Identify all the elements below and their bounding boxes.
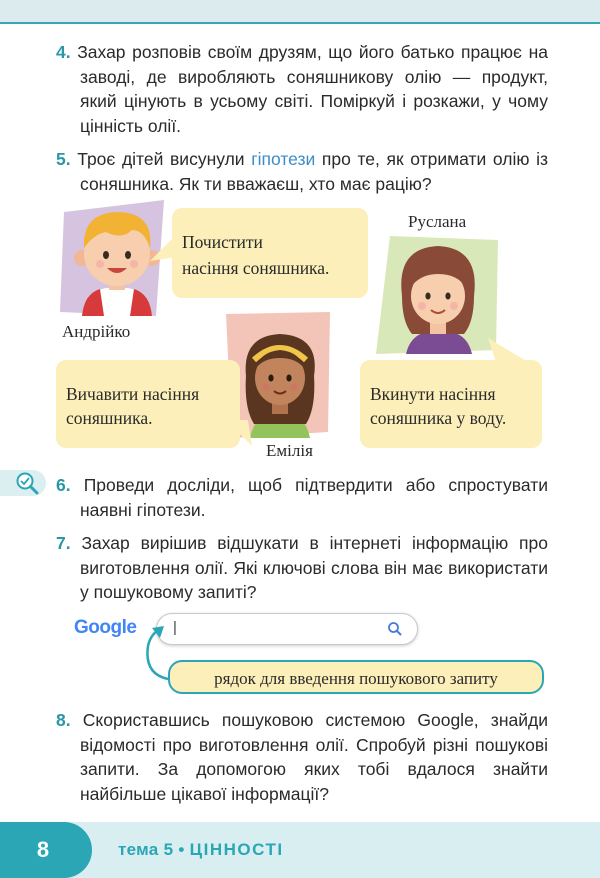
task-4 [56, 40, 548, 138]
task-8-number: 8. [56, 710, 71, 730]
andriiko-name: Андрійко [62, 322, 131, 341]
emiliia-speech-line-1: Вичавити насіння [66, 384, 200, 404]
research-marker [0, 470, 46, 496]
search-callout-label: рядок для введення пошукового запиту [168, 660, 544, 694]
task-8-text: Скориставшись пошуковою системою Google, знайди відомості про виготовлення олії. Спробуй різні пошукові запити. За допомогою яких тобі вдалося знайти найбільше цікавої інформації? [80, 710, 548, 804]
top-band [0, 0, 600, 22]
task-5-number: 5. [56, 149, 71, 169]
ruslana-portrait [376, 236, 500, 354]
andriiko-speech-line-1: Почистити [182, 232, 263, 252]
task-7-number: 7. [56, 533, 71, 553]
magnifier-icon [12, 470, 46, 496]
google-logo: Google [74, 617, 137, 638]
emiliia-speech-bubble [56, 360, 240, 448]
search-input[interactable] [156, 613, 418, 645]
hypothesis-term-link[interactable]: гіпотези [251, 149, 316, 169]
task-6-text: Проведи досліди, щоб підтвердити або спростувати наявні гіпотези. [80, 475, 548, 520]
andriiko-speech-bubble [172, 208, 368, 298]
footer-section: ЦІННОСТІ [189, 840, 284, 859]
search-icon[interactable] [387, 621, 403, 637]
task-7-text: Захар вирішив відшукати в інтернеті інформацію про виготовлення олії. Які ключові слова він має використати у пошуковому запиті? [80, 533, 548, 602]
task-7 [56, 531, 548, 605]
emiliia-name: Емілія [266, 441, 313, 460]
ruslana-speech-line-1: Вкинути насіння [370, 384, 496, 404]
task-5-text-after: про те, як отримати олію із соняшника. Як ти вважаєш, хто має рацію? [80, 149, 549, 194]
emiliia-speech-line-2: соняшника. [66, 408, 153, 428]
task-4-number: 4. [56, 42, 71, 62]
ruslana-speech-line-2: соняшника у воду. [370, 408, 507, 428]
task-6-number: 6. [56, 475, 71, 495]
task-8 [56, 708, 548, 806]
page-footer [0, 822, 600, 878]
footer-topic [118, 840, 284, 860]
task-5-text-before: Троє дітей висунули [77, 149, 252, 169]
footer-topic-label: тема 5 [118, 840, 174, 859]
andriiko-speech-line-2: насіння соняшника. [182, 258, 330, 278]
ruslana-speech-bubble [360, 360, 542, 448]
footer-separator: • [178, 840, 185, 859]
page-number: 8 [36, 837, 50, 862]
ruslana-name: Руслана [408, 212, 467, 231]
task-6 [56, 473, 548, 522]
search-caret: | [173, 619, 177, 636]
task-4-text: Захар розповів своїм друзям, що його батько працює на заводі, де виробляють соняшникову олію — продукт, який цінують в усьому світі. Поміркуй і розкажи, у чому цінність олії. [77, 42, 548, 136]
task-5 [56, 147, 548, 196]
page-number-tab [0, 822, 92, 878]
top-divider [0, 22, 600, 24]
